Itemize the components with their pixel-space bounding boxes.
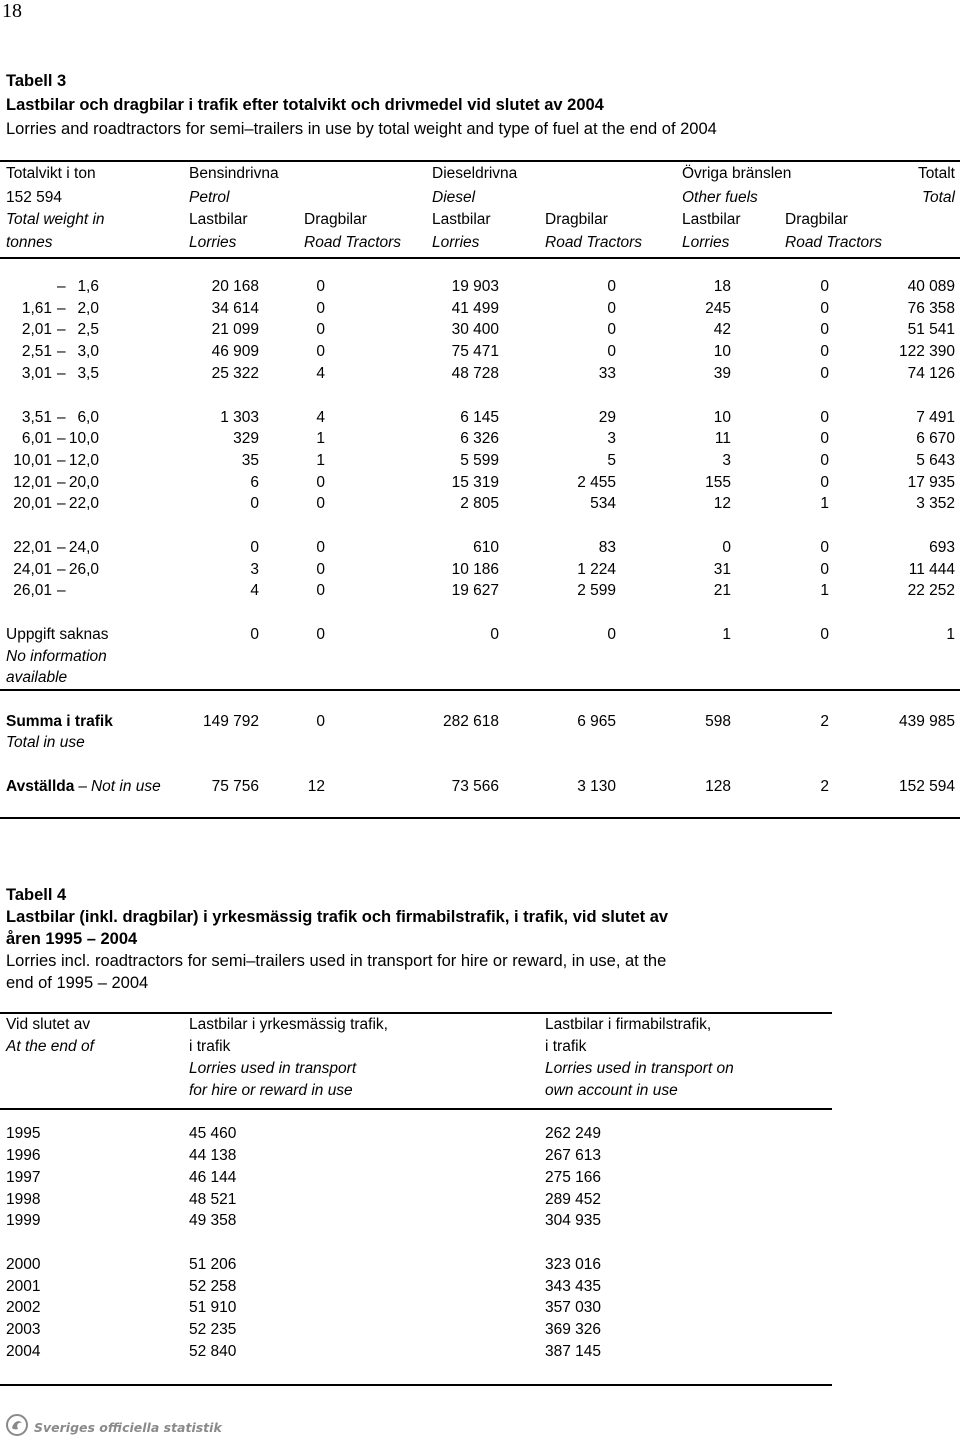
- table4-col1-header-sv: Vid slutet av: [6, 1016, 91, 1033]
- table3-header-r3-c1: Lastbilar: [189, 211, 248, 228]
- table3-header-r4-c5: Lorries: [682, 234, 730, 251]
- table3-missing-cell: 1: [722, 626, 731, 643]
- table3-row-cell: 4: [250, 582, 259, 599]
- table4-subtitle-en-2: end of 1995 – 2004: [6, 974, 149, 992]
- weight-from: 26,01: [13, 582, 52, 599]
- table3-row-cell: 693: [929, 539, 955, 556]
- table3-parked-cell: 2: [820, 778, 829, 795]
- table3-row-cell: 5 643: [916, 452, 955, 469]
- table3-parked-cell: 152 594: [898, 778, 955, 795]
- table3-sum-cell: 0: [316, 713, 325, 730]
- table3-row-cell: 41 499: [451, 300, 499, 317]
- table3-header-r2-c2: Diesel: [432, 189, 476, 206]
- table3-row-cell: 1 303: [220, 409, 259, 426]
- table4-col2-header-sv-2: i trafik: [189, 1038, 231, 1055]
- table3-row-cell: 18: [713, 278, 731, 295]
- table3-row-cell: 3: [607, 430, 616, 447]
- table3-row-cell: 21 099: [211, 321, 259, 338]
- table3-row-cell: 1: [316, 452, 325, 469]
- table3-header-r4-c6: Road Tractors: [785, 234, 883, 251]
- table3-parked-cell: 75 756: [211, 778, 259, 795]
- table4-subtitle-sv-1: Lastbilar (inkl. dragbilar) i yrkesmässig trafik och firmabilstrafik, i trafik, vid slutet av: [6, 908, 669, 926]
- table3-sum-cell: 598: [705, 713, 731, 730]
- table4-year: 2000: [6, 1256, 41, 1273]
- parked-dash: –: [78, 778, 87, 795]
- table3-header-r4-c4: Road Tractors: [545, 234, 643, 251]
- table4-hire-value: 48 521: [189, 1191, 237, 1208]
- table3-row-cell: 1: [820, 582, 829, 599]
- table4-year: 1998: [6, 1191, 41, 1208]
- table3-row-cell: 6 670: [916, 430, 955, 447]
- table3-bottom-rule: [0, 817, 960, 819]
- table3-row-cell: 34 614: [211, 300, 259, 317]
- parked-label-en: Not in use: [90, 778, 161, 795]
- table3-row-cell: 0: [316, 300, 325, 317]
- missing-label-sv: Uppgift saknas: [6, 626, 109, 643]
- table3-missing-cell: 0: [316, 626, 325, 643]
- table4-year: 2002: [6, 1299, 41, 1316]
- table4-year: 1997: [6, 1169, 41, 1186]
- sos-logo: [6, 1414, 222, 1441]
- table3-row-cell: 15 319: [451, 474, 499, 491]
- table3-row-cell: 0: [316, 343, 325, 360]
- table3-row-cell: 35: [241, 452, 259, 469]
- table3-row-cell: 0: [607, 300, 616, 317]
- table4-own-value: 369 326: [545, 1321, 602, 1338]
- table3-header-r1-total: Totalt: [917, 165, 955, 182]
- table3-row-cell: 0: [607, 278, 616, 295]
- table3-row-cell: 4: [316, 409, 325, 426]
- table3-header-rule: [0, 257, 960, 259]
- table3-row-cell: 0: [316, 561, 325, 578]
- table3-row-cell: 329: [233, 430, 259, 447]
- table3-row-cell: 19 627: [451, 582, 499, 599]
- table4-hire-value: 49 358: [189, 1212, 237, 1229]
- table3-row-cell: 17 935: [907, 474, 955, 491]
- table4-own-value: 357 030: [545, 1299, 602, 1316]
- table3-sum-rule: [0, 689, 960, 691]
- sum-label-sv: Summa i trafik: [6, 713, 113, 730]
- weight-from: 22,01: [13, 539, 52, 556]
- weight-dash: –: [57, 409, 66, 426]
- weight-from: 12,01: [13, 474, 52, 491]
- weight-to: 26,0: [68, 561, 99, 578]
- table3-row-cell: 2 599: [577, 582, 616, 599]
- table3-row-cell: 2 805: [460, 495, 499, 512]
- table3-row-cell: 0: [820, 300, 829, 317]
- weight-from: 3,01: [21, 365, 52, 382]
- table3-header-r2-c1: Petrol: [189, 189, 230, 206]
- table3-row-cell: 6 145: [460, 409, 499, 426]
- table3-row-cell: 0: [820, 452, 829, 469]
- table3-row-cell: 5 599: [460, 452, 499, 469]
- table4-own-value: 275 166: [545, 1169, 602, 1186]
- table3-row-cell: 31: [713, 561, 731, 578]
- table3-row-cell: 11 444: [908, 561, 955, 578]
- table3-parked-cell: 3 130: [577, 778, 616, 795]
- table3-row-cell: 0: [316, 539, 325, 556]
- table4-own-value: 267 613: [545, 1147, 602, 1164]
- table3-header-r1-c3: Övriga bränslen: [682, 165, 792, 182]
- table3-row-cell: 122 390: [898, 343, 955, 360]
- table3-row-cell: 610: [473, 539, 499, 556]
- weight-from: 2,01: [21, 321, 52, 338]
- table3-row-cell: 155: [705, 474, 731, 491]
- table3-row-cell: 29: [598, 409, 616, 426]
- table3-row-cell: 3 352: [916, 495, 955, 512]
- table3-row-cell: 1: [820, 495, 829, 512]
- table3-row-cell: 0: [316, 474, 325, 491]
- table4-year: 2004: [6, 1343, 41, 1360]
- weight-dash: –: [57, 430, 66, 447]
- parked-label-sv: Avställda: [6, 778, 75, 795]
- table3-row-cell: 534: [590, 495, 616, 512]
- table3-missing-cell: 0: [607, 626, 616, 643]
- table4-year: 2003: [6, 1321, 41, 1338]
- table3-header-r2-c0: 152 594: [6, 189, 63, 206]
- table4-year: 2001: [6, 1278, 41, 1295]
- table3-row-cell: 75 471: [451, 343, 499, 360]
- weight-from: 24,01: [13, 561, 52, 578]
- table3-header-r3-c2: Dragbilar: [304, 211, 367, 228]
- table4-hire-value: 52 235: [189, 1321, 237, 1338]
- weight-dash: –: [57, 474, 66, 491]
- table3-row-cell: 0: [820, 365, 829, 382]
- weight-dash: –: [57, 278, 66, 295]
- sos-logo-text: Sveriges officiella statistik: [34, 1420, 222, 1435]
- table3-missing-cell: 0: [250, 626, 259, 643]
- table3-header-r3-c4: Dragbilar: [545, 211, 608, 228]
- table4-col3-header-sv-1: Lastbilar i firmabilstrafik,: [545, 1016, 712, 1033]
- table4-own-value: 323 016: [545, 1256, 602, 1273]
- table3-row-cell: 2 455: [577, 474, 616, 491]
- table3-row-cell: 33: [598, 365, 616, 382]
- sos-swirl-logo-icon: [6, 1414, 28, 1441]
- weight-from: 10,01: [13, 452, 52, 469]
- table3-row-cell: 10: [713, 343, 731, 360]
- table3-row-cell: 0: [316, 495, 325, 512]
- table4-col2-header-sv-1: Lastbilar i yrkesmässig trafik,: [189, 1016, 388, 1033]
- weight-from: 2,51: [21, 343, 52, 360]
- table3-row-cell: 11: [714, 430, 731, 447]
- table3-header-r3-c5: Lastbilar: [682, 211, 741, 228]
- weight-to: 24,0: [68, 539, 99, 556]
- table3-sum-cell: 282 618: [442, 713, 499, 730]
- weight-to: 3,5: [77, 365, 99, 382]
- table3-parked-cell: 128: [705, 778, 731, 795]
- table4-hire-value: 45 460: [189, 1125, 237, 1142]
- weight-to: 2,0: [77, 300, 99, 317]
- table4-hire-value: 44 138: [189, 1147, 237, 1164]
- table3-row-cell: 245: [705, 300, 731, 317]
- table3-row-cell: 0: [250, 495, 259, 512]
- table3-row-cell: 0: [316, 582, 325, 599]
- weight-to: 2,5: [77, 321, 99, 338]
- weight-dash: –: [57, 321, 66, 338]
- table3-subtitle-sv: Lastbilar och dragbilar i trafik efter totalvikt och drivmedel vid slutet av 2004: [6, 96, 604, 114]
- table3-row-cell: 39: [713, 365, 731, 382]
- table3-missing-cell: 0: [490, 626, 499, 643]
- table4-top-rule: [0, 1012, 832, 1014]
- table3-row-cell: 0: [820, 321, 829, 338]
- table3-header-r4-c2: Road Tractors: [304, 234, 402, 251]
- table4-subtitle-en-1: Lorries incl. roadtractors for semi–trailers used in transport for hire or reward, in use, at the: [6, 952, 667, 970]
- table3-title: Tabell 3: [6, 72, 67, 90]
- table3-row-cell: 10 186: [451, 561, 499, 578]
- table3-row-cell: 48 728: [451, 365, 499, 382]
- table3-row-cell: 21: [713, 582, 731, 599]
- table4-header-rule: [0, 1108, 832, 1110]
- table3-row-cell: 19 903: [451, 278, 499, 295]
- table3-header-r3-c6: Dragbilar: [785, 211, 848, 228]
- table3-row-cell: 3: [722, 452, 731, 469]
- table4-hire-value: 51 206: [189, 1256, 237, 1273]
- table3-row-cell: 46 909: [211, 343, 259, 360]
- table3-header-r1-c1: Bensindrivna: [189, 165, 279, 182]
- table3-parked-cell: 73 566: [451, 778, 499, 795]
- table4-col2-header-en-2: for hire or reward in use: [189, 1082, 353, 1099]
- table3-row-cell: 0: [820, 539, 829, 556]
- table4-hire-value: 51 910: [189, 1299, 237, 1316]
- weight-from: 1,61: [21, 300, 52, 317]
- table3-row-cell: 5: [607, 452, 616, 469]
- table4-col2-header-en-1: Lorries used in transport: [189, 1060, 357, 1077]
- weight-to: 1,6: [77, 278, 99, 295]
- weight-dash: –: [57, 452, 66, 469]
- table4-col3-header-sv-2: i trafik: [545, 1038, 587, 1055]
- table4-own-value: 262 249: [545, 1125, 602, 1142]
- table3-row-cell: 3: [250, 561, 259, 578]
- table3-row-cell: 12: [713, 495, 731, 512]
- table3-row-cell: 0: [820, 474, 829, 491]
- table3-row-cell: 25 322: [211, 365, 259, 382]
- table4-col3-header-en-1: Lorries used in transport on: [545, 1060, 734, 1077]
- table4-bottom-rule: [0, 1384, 832, 1386]
- table4-own-value: 304 935: [545, 1212, 602, 1229]
- table3-row-cell: 0: [820, 430, 829, 447]
- table3-row-cell: 7 491: [916, 409, 955, 426]
- table3-sum-cell: 439 985: [898, 713, 955, 730]
- table3-header-r1-c2: Dieseldrivna: [432, 165, 518, 182]
- table4-subtitle-sv-2: åren 1995 – 2004: [6, 930, 138, 948]
- weight-to: 20,0: [68, 474, 99, 491]
- weight-dash: –: [57, 365, 66, 382]
- table4-year: 1999: [6, 1212, 41, 1229]
- table3-parked-cell: 12: [307, 778, 325, 795]
- table3-row-cell: 10: [713, 409, 731, 426]
- table4-hire-value: 52 840: [189, 1343, 237, 1360]
- weight-dash: –: [57, 582, 66, 599]
- table4-year: 1995: [6, 1125, 41, 1142]
- weight-from: 3,51: [21, 409, 52, 426]
- parked-label: [6, 777, 161, 797]
- table3-row-cell: 22 252: [907, 582, 955, 599]
- table3-header-r4-c0: tonnes: [6, 234, 53, 251]
- table3-header-r3-c3: Lastbilar: [432, 211, 491, 228]
- table3-row-cell: 51 541: [907, 321, 955, 338]
- missing-label-en-2: available: [6, 669, 68, 686]
- weight-dash: –: [57, 539, 66, 556]
- weight-dash: –: [57, 495, 66, 512]
- table3-sum-cell: 2: [820, 713, 829, 730]
- table3-row-cell: 0: [820, 278, 829, 295]
- table3-missing-cell: 1: [946, 626, 955, 643]
- table3-top-rule: [0, 160, 960, 162]
- table4-own-value: 289 452: [545, 1191, 602, 1208]
- table3-row-cell: 76 358: [907, 300, 955, 317]
- table3-row-cell: 0: [607, 321, 616, 338]
- weight-dash: –: [57, 343, 66, 360]
- table3-row-cell: 30 400: [451, 321, 499, 338]
- table3-row-cell: 40 089: [907, 278, 955, 295]
- table3-row-cell: 0: [820, 561, 829, 578]
- table3-sum-cell: 6 965: [577, 713, 616, 730]
- table3-row-cell: 0: [316, 321, 325, 338]
- table3-row-cell: 6: [250, 474, 259, 491]
- table3-missing-cell: 0: [820, 626, 829, 643]
- table3-row-cell: 74 126: [907, 365, 955, 382]
- table3-header-r2-c3: Other fuels: [682, 189, 758, 206]
- page-number: 18: [2, 0, 22, 22]
- missing-label-en-1: No information: [6, 648, 107, 665]
- table4-col1-header-en: At the end of: [6, 1038, 94, 1055]
- table3-row-cell: 0: [722, 539, 731, 556]
- table3-header-r4-c1: Lorries: [189, 234, 237, 251]
- table4-hire-value: 46 144: [189, 1169, 237, 1186]
- table3-row-cell: 0: [250, 539, 259, 556]
- sum-label-en: Total in use: [6, 734, 85, 751]
- table3-header-r4-c3: Lorries: [432, 234, 480, 251]
- weight-to: 22,0: [68, 495, 99, 512]
- table3-row-cell: 0: [820, 343, 829, 360]
- table3-sum-cell: 149 792: [202, 713, 259, 730]
- table4-col3-header-en-2: own account in use: [545, 1082, 678, 1099]
- weight-to: 12,0: [68, 452, 99, 469]
- table3-row-cell: 6 326: [460, 430, 499, 447]
- table3-subtitle-en: Lorries and roadtractors for semi–trailers in use by total weight and type of fuel at the end of 2004: [6, 120, 717, 138]
- weight-dash: –: [57, 561, 66, 578]
- table3-row-cell: 83: [598, 539, 616, 556]
- weight-dash: –: [57, 300, 66, 317]
- table3-row-cell: 0: [820, 409, 829, 426]
- table3-row-cell: 20 168: [211, 278, 259, 295]
- table3-row-cell: 0: [607, 343, 616, 360]
- weight-to: 3,0: [77, 343, 99, 360]
- table3-row-cell: 4: [316, 365, 325, 382]
- table3-header-r3-c0: Total weight in: [6, 211, 105, 228]
- table3-row-cell: 1: [316, 430, 325, 447]
- table4-own-value: 387 145: [545, 1343, 602, 1360]
- table3-row-cell: 42: [713, 321, 731, 338]
- weight-from: 6,01: [21, 430, 52, 447]
- weight-to: 10,0: [68, 430, 99, 447]
- table4-own-value: 343 435: [545, 1278, 602, 1295]
- table4-year: 1996: [6, 1147, 41, 1164]
- table3-header-r2-total: Total: [921, 189, 955, 206]
- table4-hire-value: 52 258: [189, 1278, 237, 1295]
- table3-row-cell: 1 224: [577, 561, 616, 578]
- table3-row-cell: 0: [316, 278, 325, 295]
- weight-from: 20,01: [13, 495, 52, 512]
- weight-to: 6,0: [77, 409, 99, 426]
- table3-header-r1-c0: Totalvikt i ton: [6, 165, 96, 182]
- table4-title: Tabell 4: [6, 886, 67, 904]
